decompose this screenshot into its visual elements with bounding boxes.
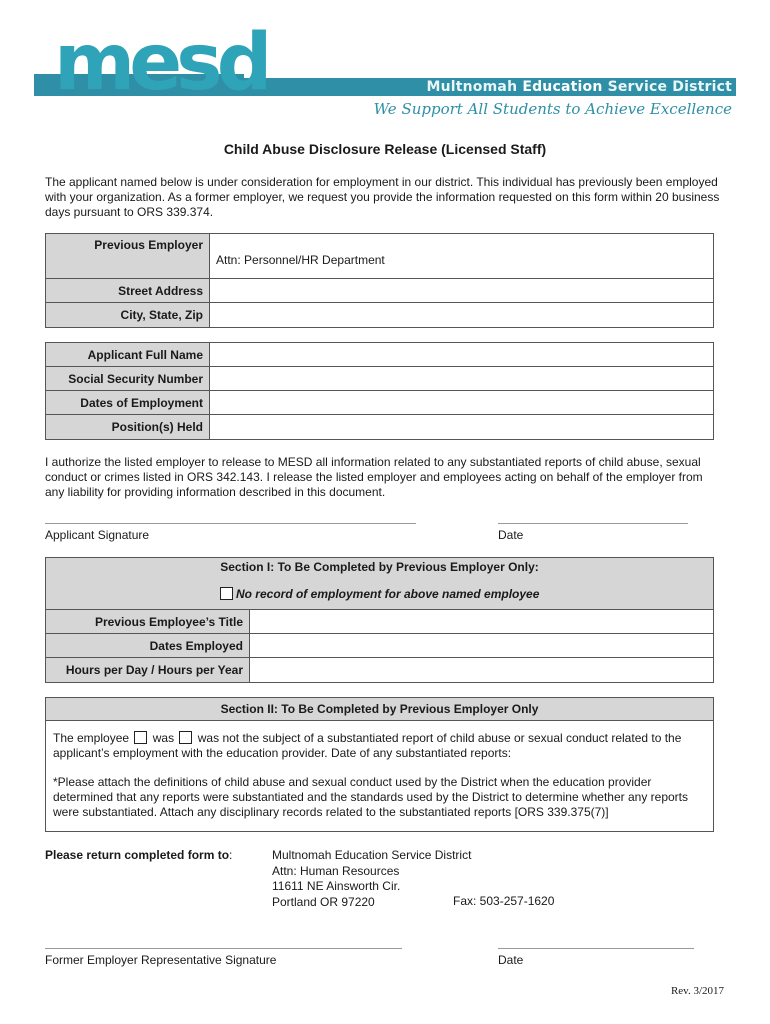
city-state-zip-row <box>46 303 713 327</box>
hours-row <box>46 658 713 682</box>
employee-title-row <box>46 610 713 634</box>
attn-text: Attn: Personnel/HR Department <box>216 253 385 267</box>
was-not-text: was not the subject of a substantiated report of child abuse or sexual conduct related to the applicant’s employment with the education provider. Date of any substantiated reports: <box>53 731 682 760</box>
tagline: We Support All Students to Achieve Excellence <box>373 100 732 118</box>
authorization-paragraph: I authorize the listed employer to release to MESD all information related to any substantiated reports of child abuse, sexual conduct or crimes listed in ORS 342.143. I release the listed employer and employees acting on behalf of the employer from any liability for providing information described in this document. <box>45 455 703 499</box>
applicant-name-label: Applicant Full Name <box>46 343 210 366</box>
return-line-2: Attn: Human Resources <box>272 863 400 878</box>
no-record-checkbox[interactable] <box>220 587 233 600</box>
no-record-label: No record of employment for above named employee <box>235 587 540 601</box>
attach-note: *Please attach the definitions of child abuse and sexual conduct used by the District when the education provider determined that any reports were substantiated and the standards used by the District to determine whether any reports were substantiated. Attach any disciplinary records related to the substantiated reports [ORS 339.375(7)] <box>53 775 689 819</box>
section-2 <box>45 697 714 832</box>
applicant-name-field[interactable] <box>210 343 713 366</box>
applicant-signature-line[interactable] <box>45 523 416 524</box>
section-1-header <box>46 558 713 610</box>
street-address-field[interactable] <box>210 279 713 302</box>
return-line-1: Multnomah Education Service District <box>272 848 472 862</box>
revision-label: Rev. 3/2017 <box>670 985 724 997</box>
employer-table <box>45 233 714 328</box>
previous-employer-field[interactable] <box>210 234 713 278</box>
applicant-signature-label: Applicant Signature <box>45 528 150 542</box>
return-label: Please return completed form to: <box>45 848 233 862</box>
ssn-field[interactable] <box>210 367 713 390</box>
applicant-date-line[interactable] <box>498 523 688 524</box>
return-fax: Fax: 503-257-1620 <box>453 894 555 908</box>
hours-field[interactable] <box>250 658 713 682</box>
positions-row <box>46 415 713 439</box>
return-address <box>272 848 471 910</box>
return-line-4: Portland OR 97220 <box>272 894 375 909</box>
positions-label: Position(s) Held <box>46 415 210 439</box>
dates-employed-row <box>46 634 713 658</box>
org-name-part2: Education <box>522 79 603 95</box>
employee-text: The employee <box>53 731 130 745</box>
rep-date-label: Date <box>498 953 524 967</box>
section-2-heading: Section II: To Be Completed by Previous Employer Only <box>46 698 713 721</box>
previous-employer-row <box>46 234 713 279</box>
street-address-label: Street Address <box>46 279 210 302</box>
rep-signature-line[interactable] <box>45 948 402 949</box>
was-text: was <box>152 731 175 745</box>
applicant-date-label: Date <box>498 528 524 542</box>
section-1-heading: Section I: To Be Completed by Previous Employer Only: <box>220 560 539 574</box>
dates-employment-field[interactable] <box>210 391 713 414</box>
header-logo-area <box>34 18 736 125</box>
city-state-zip-label: City, State, Zip <box>46 303 210 327</box>
applicant-table <box>45 342 714 440</box>
employee-title-label: Previous Employee’s Title <box>46 610 250 633</box>
org-name <box>426 78 732 96</box>
rep-signature-label: Former Employer Representative Signature <box>45 953 277 967</box>
dates-employment-label: Dates of Employment <box>46 391 210 414</box>
dates-employment-row <box>46 391 713 415</box>
previous-employer-label: Previous Employer <box>46 234 210 278</box>
ssn-label: Social Security Number <box>46 367 210 390</box>
positions-field[interactable] <box>210 415 713 439</box>
street-address-row <box>46 279 713 303</box>
rep-date-line[interactable] <box>498 948 694 949</box>
no-record-row <box>46 587 713 601</box>
city-state-zip-field[interactable] <box>210 303 713 327</box>
hours-label: Hours per Day / Hours per Year <box>46 658 250 682</box>
return-line-3: 11611 NE Ainsworth Cir. <box>272 879 401 893</box>
was-not-checkbox[interactable] <box>179 731 192 744</box>
mesd-logo: mesd <box>54 18 267 108</box>
org-name-part1: Multnomah <box>426 79 523 95</box>
org-name-part3: Service District <box>602 79 732 95</box>
section-1 <box>45 557 714 683</box>
employee-title-field[interactable] <box>250 610 713 633</box>
ssn-row <box>46 367 713 391</box>
applicant-name-row <box>46 343 713 367</box>
was-checkbox[interactable] <box>134 731 147 744</box>
section-2-body <box>46 721 713 761</box>
intro-paragraph: The applicant named below is under consideration for employment in our district. This individual has previously been employed with your organization. As a former employer, we request you provide the information requested on this form within 20 business days pursuant to ORS 339.374. <box>45 175 720 219</box>
dates-employed-field[interactable] <box>250 634 713 657</box>
page-title: Child Abuse Disclosure Release (Licensed Staff) <box>223 141 547 157</box>
dates-employed-label: Dates Employed <box>46 634 250 657</box>
